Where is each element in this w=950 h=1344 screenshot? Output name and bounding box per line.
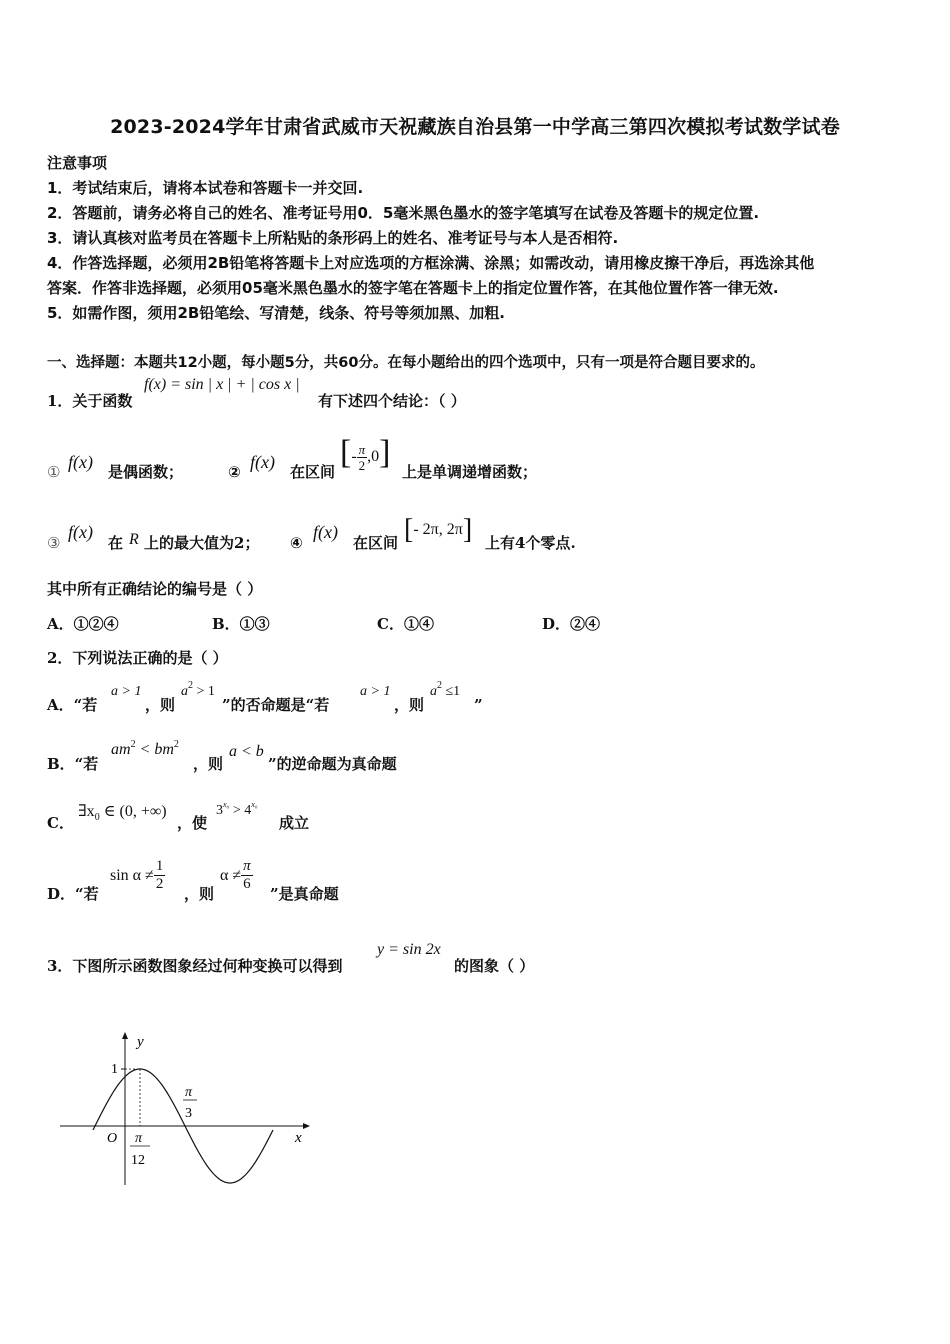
q2-option-a-label[interactable]: A．“若 bbox=[47, 696, 98, 714]
q1-c4-interval: [- 2π, 2π] bbox=[404, 514, 473, 545]
frac-num: π bbox=[358, 441, 366, 457]
q1-c2-b: 上是单调递增函数； bbox=[402, 463, 538, 481]
notice-item: 1．考试结束后，请将本试卷和答题卡一并交回. bbox=[47, 179, 364, 197]
q2-stem: 2．下列说法正确的是（ ） bbox=[47, 649, 228, 667]
one-half bbox=[154, 858, 166, 893]
q2-d-math1 bbox=[110, 858, 165, 893]
rel: ≤1 bbox=[442, 684, 461, 699]
y-axis-arrow bbox=[122, 1032, 128, 1039]
q1-option-b[interactable]: B．①③ bbox=[212, 615, 270, 633]
q2-c-text1: ，使 bbox=[177, 814, 208, 832]
exists-x: ∃x bbox=[78, 803, 95, 820]
origin-label: O bbox=[107, 1131, 118, 1146]
var-a: a bbox=[181, 684, 188, 699]
alpha-neq: α ≠ bbox=[220, 867, 242, 884]
frac-den: 2 bbox=[155, 876, 164, 892]
q2-option-c-label[interactable]: C． bbox=[47, 814, 74, 832]
q1-c4-mark: ④ bbox=[290, 534, 303, 552]
q2-a-text3: ，则 bbox=[394, 696, 425, 714]
base3: 3 bbox=[216, 803, 223, 818]
q1-c4-a: 在区间 bbox=[353, 534, 399, 552]
q2-b-text1: ，则 bbox=[193, 755, 224, 773]
q2-a-math3: a > 1 bbox=[360, 684, 391, 699]
x-axis-arrow bbox=[303, 1123, 310, 1129]
pi-twelfth-num: π bbox=[135, 1131, 143, 1146]
q2-a-math2 bbox=[181, 680, 215, 700]
rel: > 1 bbox=[193, 684, 215, 699]
notice-item: 3．请认真核对监考员在答题卡上所粘贴的条形码上的姓名、准考证号与本人是否相符. bbox=[47, 229, 619, 247]
q3-function: y = sin 2x bbox=[377, 941, 441, 958]
pi-over-2 bbox=[357, 442, 368, 473]
frac-num: 1 bbox=[155, 858, 164, 874]
q1-option-a[interactable]: A．①②④ bbox=[47, 615, 119, 633]
q1-c4-b: 上有4个零点. bbox=[485, 534, 576, 552]
q1-c2-a: 在区间 bbox=[290, 463, 336, 481]
q1-ask: 其中所有正确结论的编号是（ ） bbox=[47, 580, 263, 598]
q1-c4-f: f(x) bbox=[313, 522, 338, 542]
notice-heading: 注意事项 bbox=[47, 154, 108, 172]
q1-c1-text: 是偶函数； bbox=[108, 463, 184, 481]
var-a: a bbox=[430, 684, 437, 699]
x-label: x bbox=[295, 1130, 302, 1146]
q2-d-text2: ”是真命题 bbox=[270, 885, 339, 903]
q2-option-b-label[interactable]: B．“若 bbox=[47, 755, 99, 773]
q3-lead: 3．下图所示函数图象经过何种变换可以得到 bbox=[47, 957, 343, 975]
one-label: 1 bbox=[111, 1062, 118, 1077]
q2-a-text4: ” bbox=[474, 696, 483, 714]
q2-a-text2: ”的否命题是“若 bbox=[222, 696, 330, 714]
q2-b-math1 bbox=[111, 741, 179, 759]
q1-c2-mark: ② bbox=[228, 463, 241, 481]
q2-d-text1: ，则 bbox=[184, 885, 215, 903]
pi-over-6 bbox=[241, 858, 253, 893]
exp-x0: x₀ bbox=[251, 800, 258, 809]
frac-num: π bbox=[243, 858, 251, 874]
q2-b-text2: ”的逆命题为真命题 bbox=[268, 755, 397, 773]
page-title: 2023-2024学年甘肃省武威市天祝藏族自治县第一中学高三第四次模拟考试数学试卷 bbox=[110, 116, 840, 138]
q2-option-d-label[interactable]: D．“若 bbox=[47, 885, 99, 903]
exp: 2 bbox=[130, 739, 136, 750]
q1-c3-b: 上的最大值为2； bbox=[144, 534, 260, 552]
exp: 2 bbox=[437, 680, 442, 691]
pi-twelfth-den: 12 bbox=[131, 1153, 145, 1168]
q1-c3-mark: ③ bbox=[47, 534, 61, 552]
q3-function-graph bbox=[55, 1025, 315, 1195]
q2-c-text2: 成立 bbox=[279, 814, 310, 832]
y-label: y bbox=[137, 1034, 144, 1050]
notice-item: 5．如需作图，须用2B铅笔绘、写清楚，线条、符号等须加黑、加粗. bbox=[47, 304, 506, 322]
q2-a-math4 bbox=[430, 680, 461, 700]
q2-d-math2 bbox=[220, 858, 253, 893]
q3-tail: 的图象（ ） bbox=[454, 957, 535, 975]
exp: 2 bbox=[188, 680, 193, 691]
q2-b-math2: a < b bbox=[229, 743, 264, 760]
q1-c2-f: f(x) bbox=[250, 452, 275, 472]
q2-c-math1 bbox=[78, 801, 167, 821]
q1-c3-a: 在 bbox=[108, 534, 124, 552]
pi-third-den: 3 bbox=[185, 1106, 192, 1121]
q1-function: f(x) = sin | x | + | cos x | bbox=[144, 376, 300, 393]
exp: 2 bbox=[173, 739, 179, 750]
sin-alpha: sin α ≠ bbox=[110, 867, 154, 884]
q1-c3-R: R bbox=[129, 531, 139, 548]
section-heading: 一、选择题：本题共12小题，每小题5分，共60分。在每小题给出的四个选项中，只有一项是符合题目要求的。 bbox=[47, 355, 765, 371]
notice-item: 答案．作答非选择题，必须用05毫米黑色墨水的签字笔在答题卡上的指定位置作答，在其他位置作答一律无效. bbox=[47, 279, 779, 297]
q1-option-c[interactable]: C．①④ bbox=[377, 615, 434, 633]
q2-a-math1: a > 1 bbox=[111, 684, 142, 699]
exp-x0: x₀ bbox=[223, 800, 230, 809]
am: am bbox=[111, 741, 131, 758]
bm: < bm bbox=[135, 741, 174, 758]
interval-right: ,0 bbox=[367, 448, 380, 465]
q1-c2-interval: [- $\frac{\pi}{2}$ ,0] bbox=[340, 434, 391, 473]
q1-option-d[interactable]: D．②④ bbox=[542, 615, 601, 633]
frac-den: 6 bbox=[243, 876, 251, 892]
q1-c1-mark: ① bbox=[47, 463, 61, 481]
q1-c1-f: f(x) bbox=[68, 452, 93, 472]
q1-lead: 1．关于函数 bbox=[47, 392, 133, 410]
q1-c3-f: f(x) bbox=[68, 522, 93, 542]
pi-third-num: π bbox=[185, 1085, 193, 1100]
notice-item: 4．作答选择题，必须用2B铅笔将答题卡上对应选项的方框涂满、涂黑；如需改动，请用橡皮擦干净后，再选涂其他 bbox=[47, 254, 815, 272]
gt4: > 4 bbox=[229, 803, 252, 818]
q2-c-math2 bbox=[216, 800, 258, 819]
interval-text: - 2π, 2π bbox=[413, 521, 463, 538]
notice-item: 2．答题前，请务必将自己的姓名、准考证号用0．5毫米黑色墨水的签字笔填写在试卷及答题卡的规定位置. bbox=[47, 204, 760, 222]
q1-tail: 有下述四个结论：（ ） bbox=[318, 392, 466, 410]
interval: ∈ (0, +∞) bbox=[99, 803, 167, 820]
frac-den: 2 bbox=[358, 457, 366, 473]
q2-a-text1: ，则 bbox=[145, 696, 176, 714]
sub0: 0 bbox=[94, 812, 100, 823]
interval-minus: - bbox=[351, 448, 357, 465]
